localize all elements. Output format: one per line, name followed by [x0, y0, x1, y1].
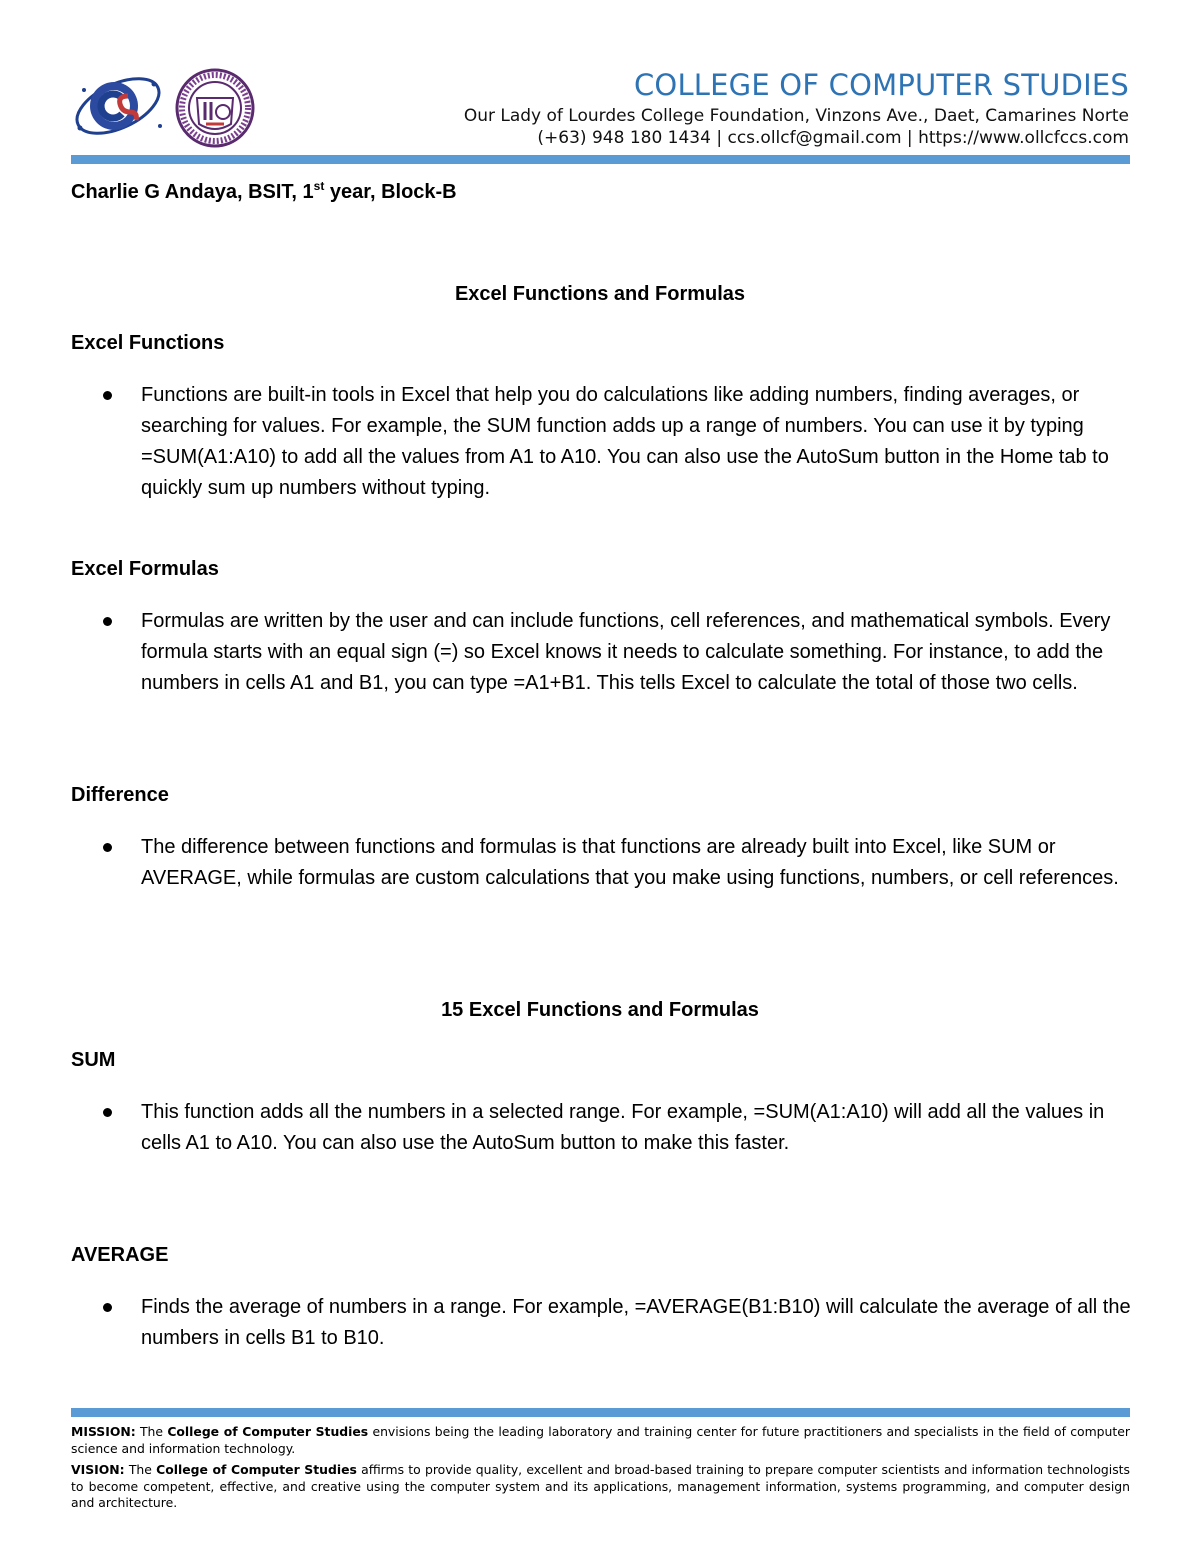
college-seal-icon [175, 68, 255, 148]
footer [71, 1424, 1130, 1517]
vision-statement: VISION: The College of Computer Studies affirms to provide quality, excellent and broad-based training to prepare computer scientists and information technologists to become competent, effective, and creative using the computer system and its applications, management information, systems programming, and computer design and architecture. [71, 1462, 1130, 1510]
mission-statement: MISSION: The College of Computer Studies envisions being the leading laboratory and training center for future practitioners and specialists in the field of computer science and information technology. [71, 1424, 1130, 1456]
function-paragraph: Finds the average of numbers in a range. For example, =AVERAGE(B1:B10) will calculate the average of all the numbers in cells B1 to B10. [141, 1296, 1131, 1349]
section-heading: Excel Formulas [71, 558, 219, 580]
bullet-icon [103, 1303, 112, 1312]
document-subtitle: 15 Excel Functions and Formulas [441, 999, 759, 1021]
document-title: Excel Functions and Formulas [454, 283, 746, 305]
header-divider [71, 155, 1130, 164]
college-name: COLLEGE OF COMPUTER STUDIES [633, 68, 1129, 102]
college-address: Our Lady of Lourdes College Foundation, Vinzons Ave., Daet, Camarines Norte [463, 106, 1129, 126]
bullet-icon [103, 1108, 112, 1117]
bullet-icon [103, 843, 112, 852]
letterhead [0, 0, 1200, 170]
author-line: Charlie G Andaya, BSIT, 1st year, Block-B [71, 179, 457, 203]
function-heading: SUM [71, 1049, 116, 1071]
ccs-logo-icon [70, 68, 168, 142]
function-paragraph: This function adds all the numbers in a selected range. For example, =SUM(A1:A10) will add all the values in cells A1 to A10. You can also use the AutoSum button to make this faster. [141, 1101, 1105, 1154]
function-heading: AVERAGE [71, 1244, 169, 1266]
college-contact: (+63) 948 180 1434 | ccs.ollcf@gmail.com | https://www.ollcfccs.com [537, 128, 1129, 148]
footer-divider [71, 1408, 1130, 1417]
section-paragraph: The difference between functions and formulas is that functions are already built into Excel, like SUM or AVERAGE, while formulas are custom calculations that you make using functions, numbers, or cell references. [141, 836, 1119, 889]
bullet-icon [103, 617, 112, 626]
section-heading: Difference [71, 784, 169, 806]
section-paragraph: Formulas are written by the user and can include functions, cell references, and mathematical symbols. Every formula starts with an equal sign (=) so Excel knows it needs to calculate something. For instance, to add the numbers in cells A1 and B1, you can type =A1+B1. This tells Excel to calculate the total of those two cells. [141, 610, 1111, 694]
section-heading: Excel Functions [71, 332, 225, 354]
bullet-icon [103, 391, 112, 400]
section-paragraph: Functions are built-in tools in Excel that help you do calculations like adding numbers, finding averages, or searching for values. For example, the SUM function adds up a range of numbers. You can use it by typing =SUM(A1:A10) to add all the values from A1 to A10. You can also use the AutoSum button in the Home tab to quickly sum up numbers without typing. [141, 384, 1109, 499]
